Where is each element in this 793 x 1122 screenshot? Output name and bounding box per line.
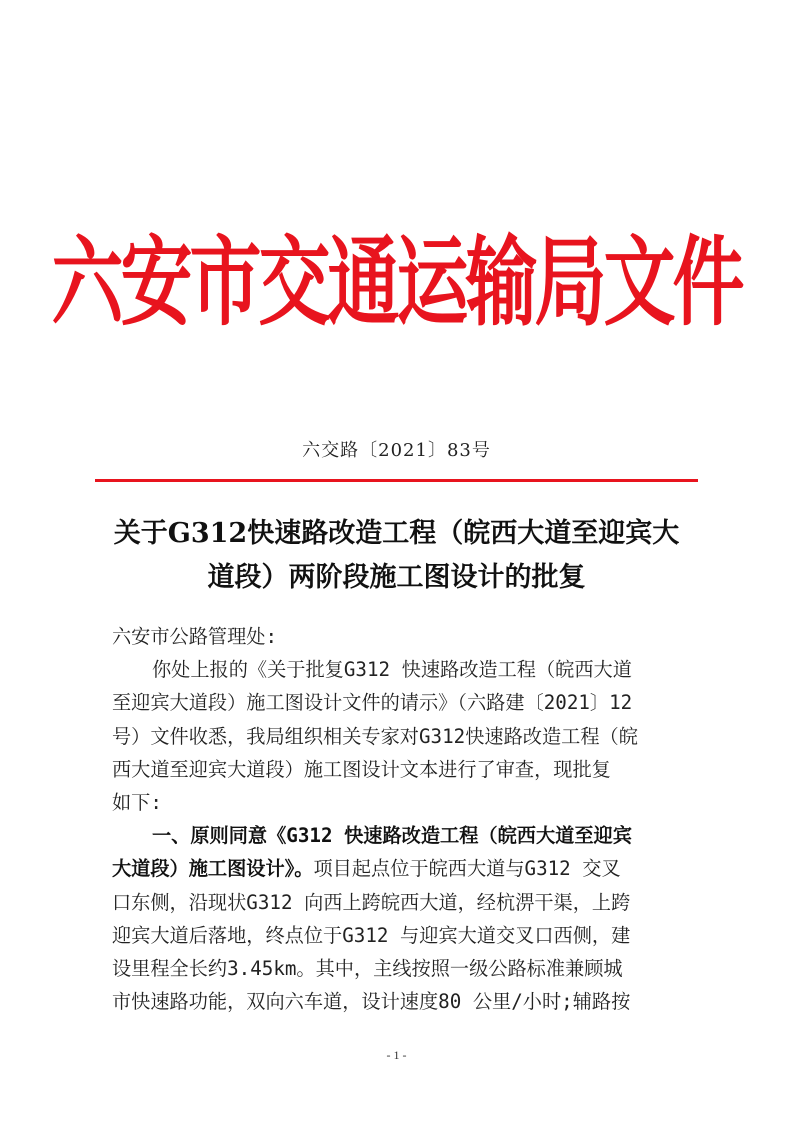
body-line: 设里程全长约3.45km。其中，主线按照一级公路标准兼顾城 bbox=[112, 956, 623, 980]
document-title bbox=[100, 512, 693, 600]
section-1-line-2 bbox=[112, 852, 687, 885]
body-line: 如下: bbox=[112, 790, 162, 814]
issuer-header: 六安市交通运输局文件 bbox=[51, 223, 742, 339]
addressee: 六安市公路管理处: bbox=[112, 625, 278, 648]
red-divider-line bbox=[95, 479, 698, 482]
body-line: 口东侧，沿现状G312 向西上跨皖西大道，经杭淠干渠，上跨 bbox=[112, 890, 631, 914]
body-line: 西大道至迎宾大道段）施工图设计文本进行了审查，现批复 bbox=[112, 757, 611, 781]
body-line: 迎宾大道后落地，终点位于G312 与迎宾大道交叉口西侧，建 bbox=[112, 923, 631, 947]
body-line: 你处上报的《关于批复G312 快速路改造工程（皖西大道 bbox=[152, 658, 632, 682]
body-line: 号）文件收悉，我局组织相关专家对G312快速路改造工程（皖 bbox=[112, 724, 638, 748]
section-1-heading-line-1: 一、原则同意《G312 快速路改造工程（皖西大道至迎宾 bbox=[152, 824, 632, 848]
document-body bbox=[112, 620, 687, 1018]
section-1-text: 项目起点位于皖西大道与G312 交叉 bbox=[313, 857, 621, 881]
document-number: 六交路〔2021〕83号 bbox=[302, 440, 491, 461]
page-number: - 1 - bbox=[386, 1048, 407, 1062]
body-line: 至迎宾大道段）施工图设计文件的请示》（六路建〔2021〕12 bbox=[112, 691, 633, 715]
body-line: 市快速路功能，双向六车道，设计速度80 公里/小时;辅路按 bbox=[112, 990, 631, 1014]
section-1-heading-line-2: 大道段）施工图设计》。 bbox=[112, 857, 314, 881]
title-line-2: 道段）两阶段施工图设计的批复 bbox=[207, 562, 586, 593]
title-line-1: 关于G312快速路改造工程（皖西大道至迎宾大 bbox=[113, 518, 680, 549]
